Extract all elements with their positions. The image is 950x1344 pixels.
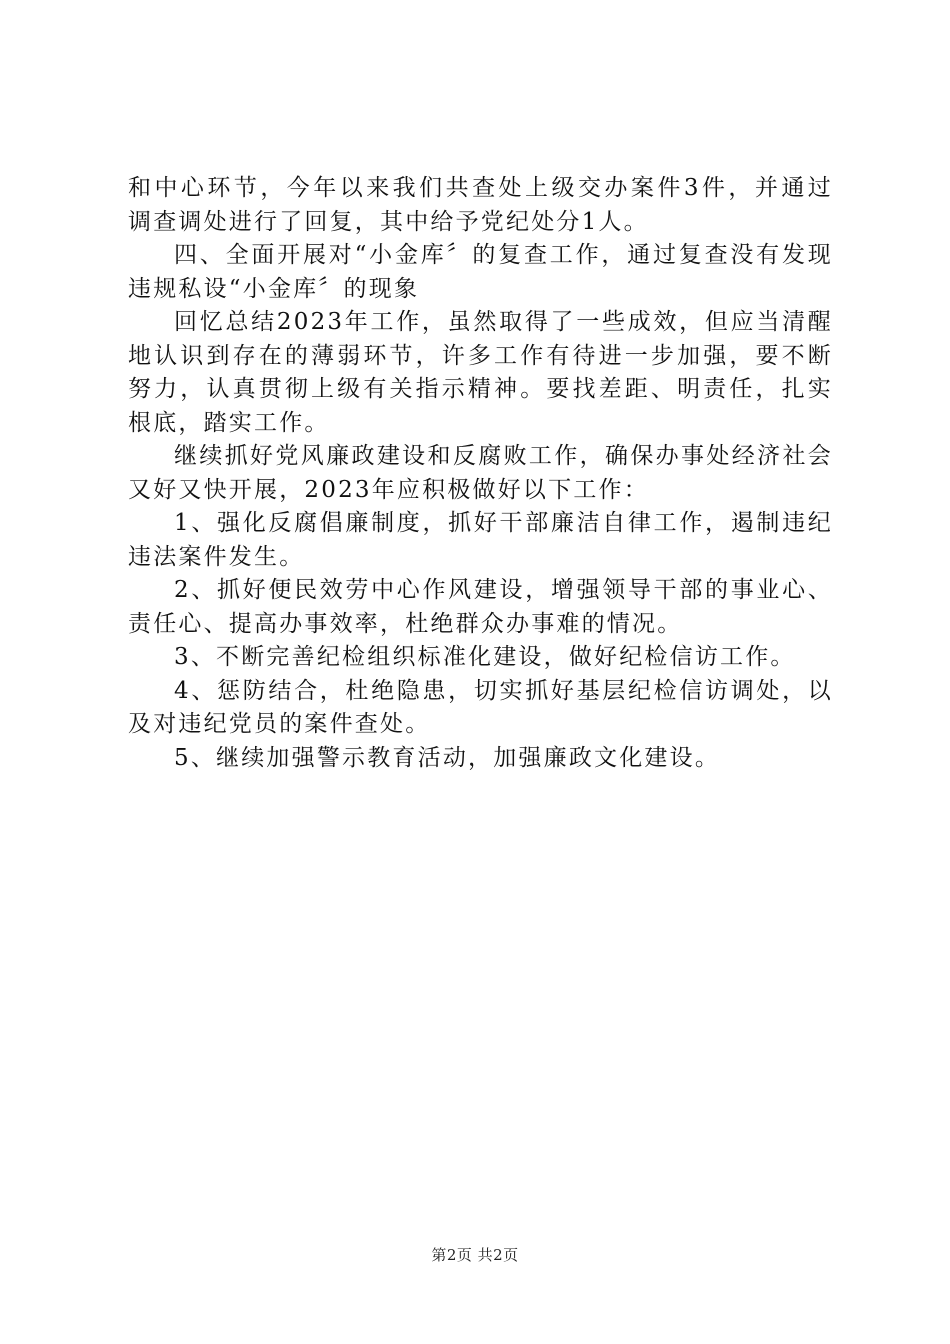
text-line: 回忆总结2023年工作，虽然取得了一些成效，但应当清醒 <box>174 309 833 335</box>
text-line: 责任心、提高办事效率，杜绝群众办事难的情况。 <box>128 610 683 637</box>
text-line: 及对违纪党员的案件查处。 <box>128 711 431 737</box>
text-line: 四、全面开展对“小金库〞的复查工作，通过复查没有发现 <box>174 242 833 268</box>
text-line: 违规私设“小金库〞的现象 <box>128 275 420 302</box>
text-line: 又好又快开展，2023年应积极做好以下工作： <box>128 476 649 503</box>
text-line: 违法案件发生。 <box>128 543 305 570</box>
text-line: 3、不断完善纪检组织标准化建设，做好纪检信访工作。 <box>174 644 796 670</box>
page-number-footer: 第2页 共2页 <box>431 1246 519 1264</box>
document-body <box>128 172 833 775</box>
text-line: 5、继续加强警示教育活动，加强廉政文化建设。 <box>174 744 721 771</box>
text-line: 和中心环节，今年以来我们共查处上级交办案件3件，并通过 <box>128 175 833 201</box>
text-line: 继续抓好党风廉政建设和反腐败工作，确保办事处经济社会 <box>174 443 833 469</box>
text-line: 努力，认真贯彻上级有关指示精神。要找差距、明责任，扎实 <box>128 376 833 402</box>
text-line: 4、惩防结合，杜绝隐患，切实抓好基层纪检信访调处，以 <box>174 677 833 704</box>
text-line: 2、抓好便民效劳中心作风建设，增强领导干部的事业心、 <box>174 577 833 603</box>
text-line: 地认识到存在的薄弱环节，许多工作有待进一步加强，要不断 <box>128 342 833 369</box>
text-line: 1、强化反腐倡廉制度，抓好干部廉洁自律工作，遏制违纪 <box>174 510 833 536</box>
text-line: 根底，踏实工作。 <box>128 409 330 436</box>
text-line: 调查调处进行了回复，其中给予党纪处分1人。 <box>128 208 649 235</box>
